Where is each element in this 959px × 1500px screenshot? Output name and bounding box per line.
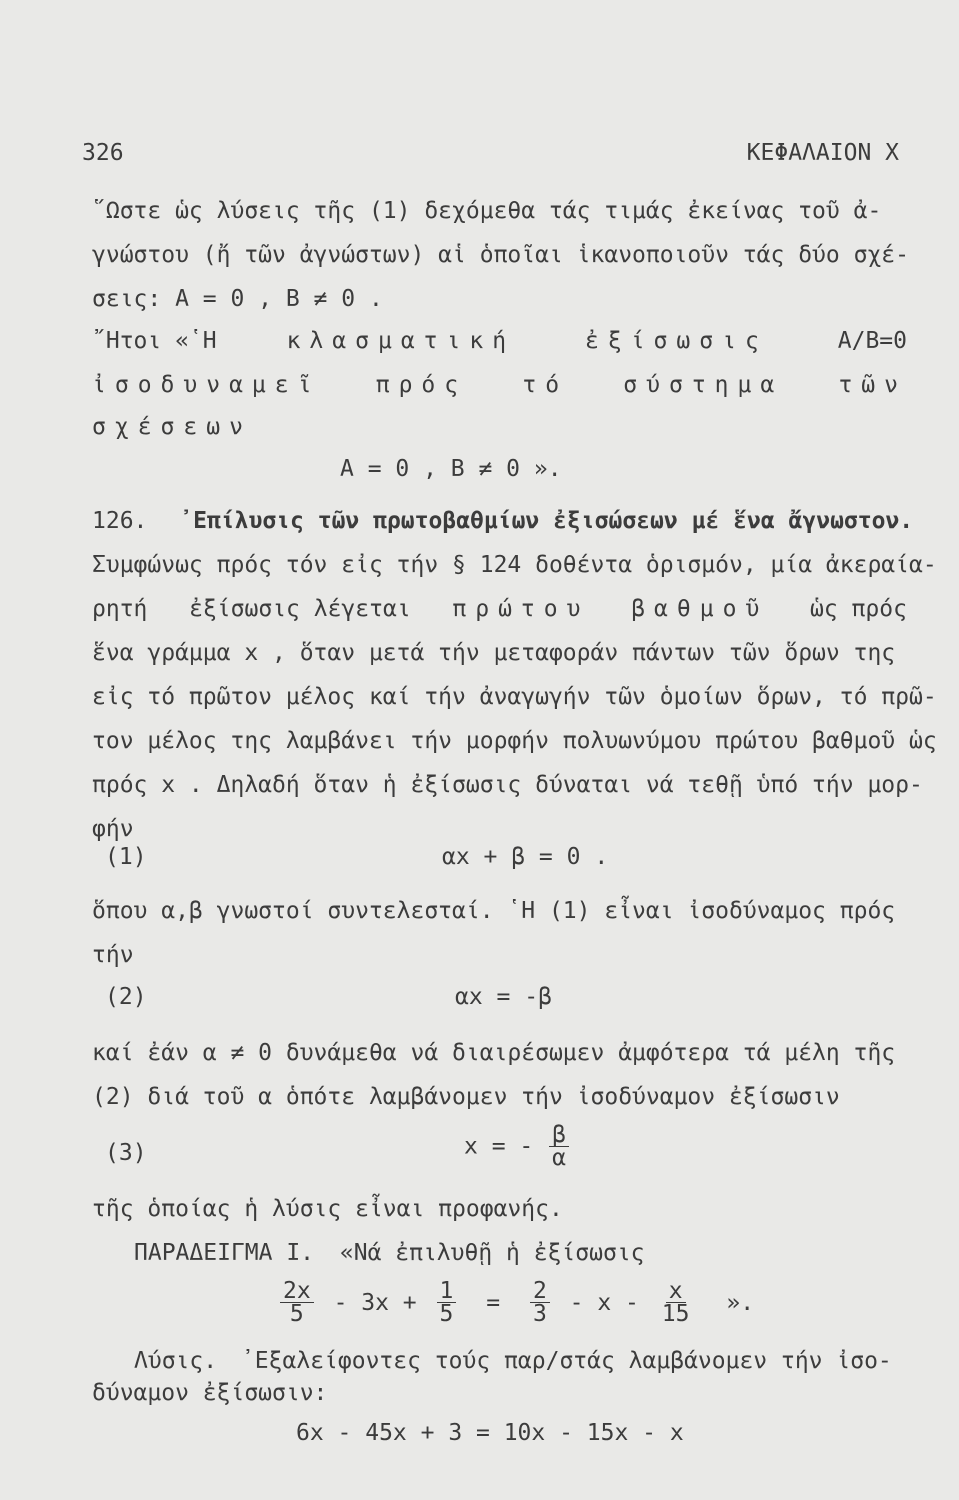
text-line: πρός x . Δηλαδή ὅταν ἡ ἐξίσωσις δύναται νά τεθῇ ὑπό τήν μορ- [92, 772, 923, 798]
denominator: α [552, 1145, 566, 1171]
numerator: x [666, 1280, 686, 1303]
text-span: τῶν [838, 372, 907, 398]
section-number: 126. [92, 508, 148, 534]
text-line: τήν [92, 942, 134, 968]
text-line [92, 370, 907, 400]
example-equation [278, 1280, 754, 1325]
example-label: ΠΑΡΑΔΕΙΓΜΑ Ι. [134, 1240, 315, 1266]
denominator: 5 [289, 1301, 304, 1327]
numerator: 2 [530, 1280, 550, 1303]
text-span: τό [522, 372, 569, 398]
equation-2: αx = -β [455, 984, 552, 1010]
fraction [659, 1280, 693, 1325]
text-span: πρός [375, 372, 468, 398]
text-line: Συμφώνως πρός τόν εἰς τήν § 124 δοθέντα ὁρισμόν, μία ἀκεραία- [92, 552, 937, 578]
chapter-title: ΚΕΦΑΛΑΙΟΝ Χ [746, 140, 899, 166]
solution-label: Λύσις. [134, 1348, 218, 1374]
equation-1: αx + β = 0 . [442, 844, 609, 870]
numerator: 2x [280, 1280, 314, 1303]
page-number: 326 [82, 140, 124, 166]
text-line: σεις: Α = 0 , Β ≠ 0 . [92, 286, 383, 312]
text-line: τον μέλος της λαμβάνει τήν μορφήν πολυωνύμου πρώτου βαθμοῦ ὡς [92, 728, 937, 754]
operator: - 3x + [333, 1289, 417, 1316]
denominator: 15 [661, 1301, 690, 1327]
solution-text: ᾿Εξαλείφοντες τούς παρ/στάς λαμβάνομεν τήν ἰσο- [240, 1348, 892, 1374]
condition-formula: Α = 0 , Β ≠ 0 ». [340, 456, 562, 482]
text-line: ῞Ωστε ὡς λύσεις τῆς (1) δεχόμεθα τάς τιμάς ἐκείνας τοῦ ἀ- [92, 198, 882, 224]
text-span: ἐξίσωσις [585, 328, 768, 354]
fraction [437, 1280, 457, 1325]
example-heading [134, 1238, 907, 1268]
text-span: ἰσοδυναμεῖ [92, 372, 321, 398]
equation-number: (3) [105, 1140, 147, 1166]
equation-number: (1) [105, 844, 147, 870]
text-line: δύναμον ἐξίσωσιν: [92, 1380, 328, 1406]
text-line: (2) διά τοῦ α ὁπότε λαμβάνομεν τήν ἰσοδύναμον ἐξίσωσιν [92, 1084, 840, 1110]
text-span: ρητή [92, 596, 148, 622]
text-span: ῎Ητοι «῾Η [92, 328, 217, 354]
text-line: ἕνα γράμμα x , ὅταν μετά τήν μεταφοράν πάντων τῶν ὅρων της [92, 640, 896, 666]
text-span: πρώτου [452, 596, 590, 622]
fraction [280, 1280, 314, 1325]
example-text: «Νά ἐπιλυθῇ ἡ ἐξίσωσις [339, 1240, 645, 1266]
fraction [530, 1280, 550, 1325]
text-span: βαθμοῦ [631, 596, 769, 622]
equals-sign: = [486, 1289, 501, 1316]
denominator: 5 [439, 1301, 454, 1327]
equation-lhs: x = - [464, 1133, 534, 1160]
text-line: εἰς τό πρῶτον μέλος καί τήν ἀναγωγήν τῶν ὁμοίων ὅρων, τό πρῶ- [92, 684, 937, 710]
numerator: β [549, 1124, 569, 1147]
final-equation: 6x - 45x + 3 = 10x - 15x - x [296, 1420, 684, 1446]
text-span: ὡς πρός [810, 596, 907, 622]
solution-line [134, 1346, 907, 1376]
section-heading [92, 506, 914, 536]
text-line: τῆς ὁποίας ἡ λύσις εἶναι προφανής. [92, 1196, 563, 1222]
equation-3 [464, 1124, 571, 1169]
text-line: φήν [92, 816, 134, 842]
fraction [549, 1124, 569, 1169]
closing-quote: ». [726, 1289, 755, 1316]
operator: - x - [569, 1289, 639, 1316]
text-line: ὅπου α,β γνωστοί συντελεσταί. ῾Η (1) εἶναι ἰσοδύναμος πρός [92, 898, 896, 924]
section-title: ᾿Επίλυσις τῶν πρωτοβαθμίων ἐξισώσεων μέ ἕνα ἄγνωστον. [179, 508, 914, 534]
text-span: κλασματική [286, 328, 516, 354]
text-line [92, 594, 907, 624]
text-span: Α/Β=0 [837, 328, 907, 354]
text-line: σχέσεων [92, 414, 252, 440]
denominator: 3 [532, 1301, 547, 1327]
equation-number: (2) [105, 984, 147, 1010]
text-span: σύστημα [623, 372, 784, 398]
text-line: καί ἐάν α ≠ 0 δυνάμεθα νά διαιρέσωμεν ἀμφότερα τά μέλη τῆς [92, 1040, 896, 1066]
text-line [92, 326, 907, 356]
text-line: γνώστου (ἤ τῶν ἀγνώστων) αἱ ὁποῖαι ἱκανοποιοῦν τάς δύο σχέ- [92, 242, 909, 268]
numerator: 1 [437, 1280, 457, 1303]
text-span: ἐξίσωσις λέγεται [189, 596, 411, 622]
